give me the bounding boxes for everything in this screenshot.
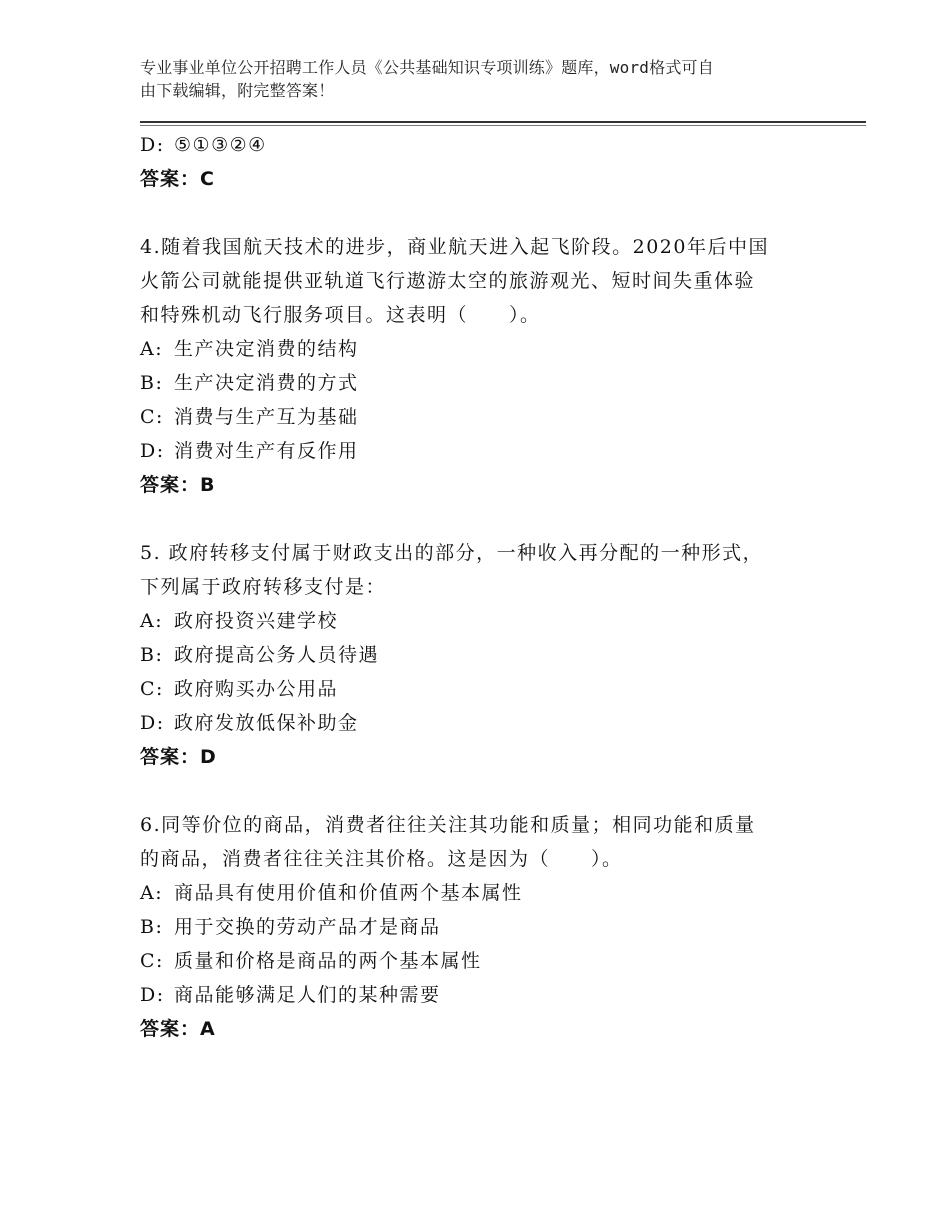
- option-letter: C:: [140, 406, 164, 428]
- option-a: [140, 876, 820, 910]
- option-letter: B:: [140, 644, 164, 666]
- option-text: 政府购买办公用品: [174, 678, 339, 700]
- option-b: [140, 366, 820, 400]
- option-d: [140, 128, 820, 162]
- header-divider: [140, 121, 866, 123]
- option-text: 商品具有使用价值和价值两个基本属性: [174, 882, 523, 904]
- answer-line: 答案：B: [140, 474, 216, 496]
- option-d: [140, 434, 820, 468]
- option-a: [140, 332, 820, 366]
- answer-line: 答案：C: [140, 168, 215, 190]
- option-letter: C:: [140, 678, 164, 700]
- answer-line: 答案：A: [140, 1018, 216, 1040]
- option-letter: A:: [140, 882, 164, 904]
- option-letter: C:: [140, 950, 164, 972]
- option-c: [140, 672, 820, 706]
- question-5: [140, 536, 820, 774]
- option-text: 质量和价格是商品的两个基本属性: [174, 950, 482, 972]
- option-text: 生产决定消费的结构: [174, 338, 359, 360]
- option-letter: D:: [140, 440, 165, 462]
- option-letter: B:: [140, 372, 164, 394]
- question-6: [140, 808, 820, 1046]
- option-text: 商品能够满足人们的某种需要: [174, 984, 441, 1006]
- option-c: [140, 400, 820, 434]
- answer-line: 答案：D: [140, 746, 217, 768]
- question-stem-line: 5. 政府转移支付属于财政支出的部分，一种收入再分配的一种形式，: [140, 542, 764, 564]
- option-text: 政府提高公务人员待遇: [174, 644, 380, 666]
- header-divider-thin: [140, 125, 866, 126]
- header-text-line-1: 专业事业单位公开招聘工作人员《公共基础知识专项训练》题库，word格式可自: [140, 58, 714, 77]
- question-stem-line: 下列属于政府转移支付是：: [140, 576, 387, 598]
- option-letter: D:: [140, 984, 165, 1006]
- option-text: ⑤①③②④: [174, 134, 267, 156]
- option-text: 生产决定消费的方式: [174, 372, 359, 394]
- option-letter: D:: [140, 712, 165, 734]
- option-b: [140, 638, 820, 672]
- question-4: [140, 230, 820, 502]
- option-text: 用于交换的劳动产品才是商品: [174, 916, 441, 938]
- option-text: 政府发放低保补助金: [174, 712, 359, 734]
- option-letter: B:: [140, 916, 164, 938]
- question-stem-line: 6.同等价位的商品，消费者往往关注其功能和质量；相同功能和质量: [140, 814, 756, 836]
- option-b: [140, 910, 820, 944]
- option-c: [140, 944, 820, 978]
- option-letter: A:: [140, 610, 164, 632]
- option-letter: A:: [140, 338, 164, 360]
- question-stem-line: 火箭公司就能提供亚轨道飞行遨游太空的旅游观光、短时间失重体验: [140, 270, 756, 292]
- option-text: 消费与生产互为基础: [174, 406, 359, 428]
- page-header: [140, 56, 820, 102]
- question-stem-line: 和特殊机动飞行服务项目。这表明（ ）。: [140, 304, 541, 326]
- header-text-line-2: 由下载编辑，附完整答案！: [140, 81, 335, 100]
- question-stem-line: 4.随着我国航天技术的进步，商业航天进入起飞阶段。2020年后中国: [140, 236, 769, 258]
- option-letter: D:: [140, 134, 165, 156]
- option-text: 政府投资兴建学校: [174, 610, 339, 632]
- option-text: 消费对生产有反作用: [174, 440, 359, 462]
- option-a: [140, 604, 820, 638]
- document-body: [140, 128, 820, 1046]
- option-d: [140, 706, 820, 740]
- option-d: [140, 978, 820, 1012]
- question-stem-line: 的商品，消费者往往关注其价格。这是因为（ ）。: [140, 848, 623, 870]
